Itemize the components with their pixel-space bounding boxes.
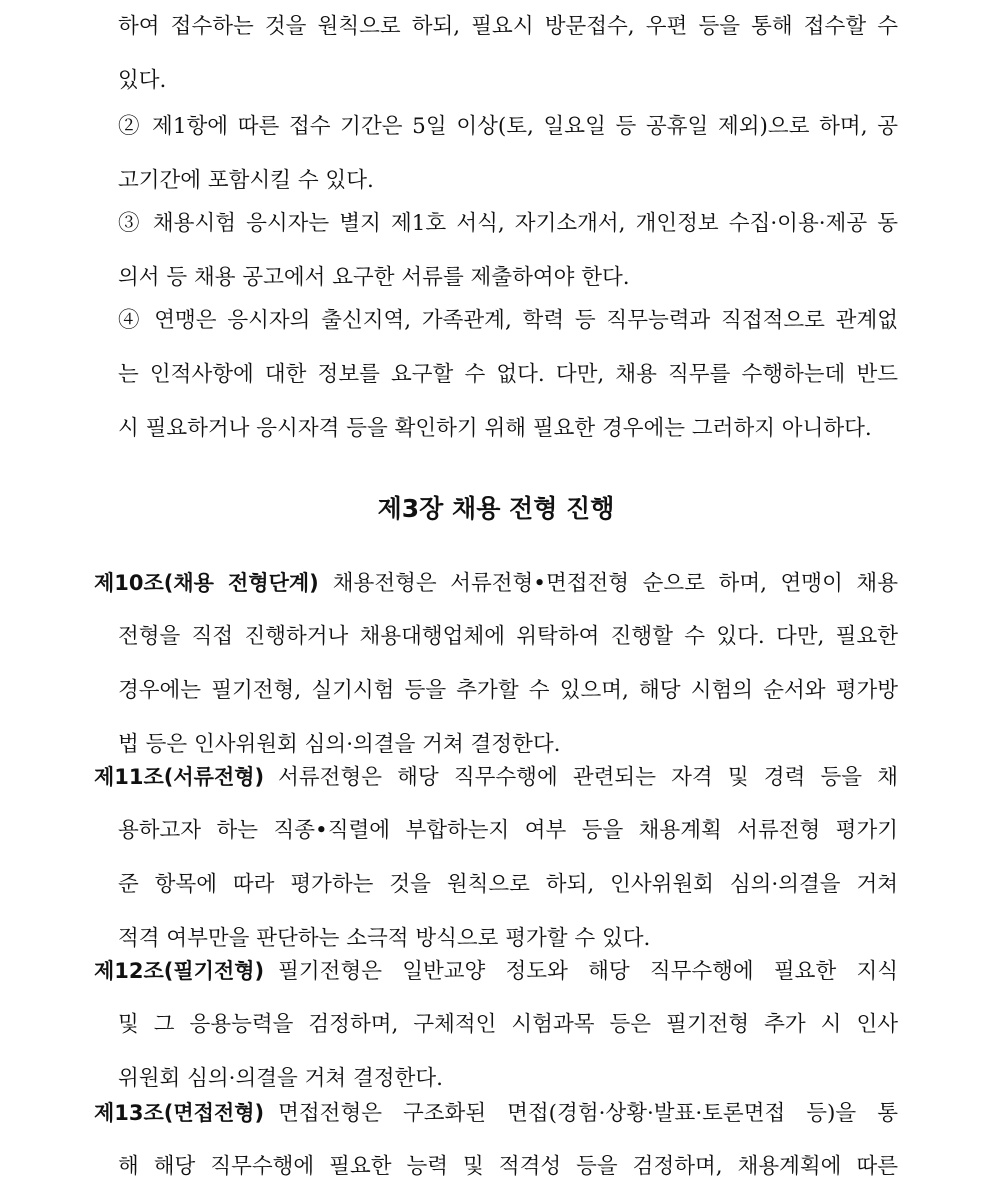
- text-line: 하여 접수하는 것을 원칙으로 하되, 필요시 방문접수, 우편 등을 통해 접수할 수: [118, 14, 898, 39]
- text-line: 의서 등 채용 공고에서 요구한 서류를 제출하여야 한다.: [118, 265, 630, 290]
- article-heading: 제13조(면접전형): [94, 1101, 265, 1125]
- article-10: [94, 556, 898, 772]
- text-line: 및 그 응용능력을 검정하며, 구체적인 시험과목 등은 필기전형 추가 시 인사: [118, 1012, 898, 1037]
- article-12: [94, 944, 898, 1106]
- article-first-line: [94, 1086, 898, 1140]
- article-first-line: [94, 556, 898, 610]
- article-text: 서류전형은 해당 직무수행에 관련되는 자격 및 경력 등을 채: [278, 765, 898, 790]
- paragraph-4: [94, 294, 898, 456]
- article-first-line: [94, 750, 898, 804]
- text-line: 있다.: [118, 68, 167, 93]
- text-line: 고기간에 포함시킬 수 있다.: [118, 168, 374, 193]
- article-heading: 제10조(채용 전형단계): [94, 571, 319, 595]
- text-line: 해 해당 직무수행에 필요한 능력 및 적격성 등을 검정하며, 채용계획에 따른: [118, 1154, 898, 1179]
- text-line: 전형을 직접 진행하거나 채용대행업체에 위탁하여 진행할 수 있다. 다만, 필요한: [118, 624, 898, 649]
- article-heading: 제12조(필기전형): [94, 959, 265, 983]
- article-text: 채용전형은 서류전형•면접전형 순으로 하며, 연맹이 채용: [332, 571, 898, 596]
- text-line: 위원회 심의·의결을 거쳐 결정한다.: [118, 1066, 443, 1091]
- article-first-line: [94, 944, 898, 998]
- chapter-title: 제3장 채용 전형 진행: [377, 494, 615, 523]
- article-text: 면접전형은 구조화된 면접(경험·상황·발표·토론면접 등)을 통: [278, 1101, 898, 1126]
- text-line: 적격 여부만을 판단하는 소극적 방식으로 평가할 수 있다.: [118, 926, 651, 951]
- paragraph-2: [94, 100, 898, 208]
- article-heading: 제11조(서류전형): [94, 765, 265, 789]
- text-line: 준 항목에 따라 평가하는 것을 원칙으로 하되, 인사위원회 심의·의결을 거쳐: [118, 872, 898, 897]
- article-13: [94, 1086, 898, 1194]
- text-line: ② 제1항에 따른 접수 기간은 5일 이상(토, 일요일 등 공휴일 제외)으로 하며, 공: [118, 114, 898, 139]
- text-line: ③ 채용시험 응시자는 별지 제1호 서식, 자기소개서, 개인정보 수집·이용·제공 동: [118, 211, 898, 236]
- text-line: 는 인적사항에 대한 정보를 요구할 수 없다. 다만, 채용 직무를 수행하는데 반드: [118, 362, 898, 387]
- text-line: 경우에는 필기전형, 실기시험 등을 추가할 수 있으며, 해당 시험의 순서와 평가방: [118, 678, 898, 703]
- text-line: 시 필요하거나 응시자격 등을 확인하기 위해 필요한 경우에는 그러하지 아니하다.: [118, 416, 872, 441]
- article-11: [94, 750, 898, 966]
- paragraph-3: [94, 197, 898, 305]
- text-line: 용하고자 하는 직종•직렬에 부합하는지 여부 등을 채용계획 서류전형 평가기: [118, 818, 898, 843]
- text-line: ④ 연맹은 응시자의 출신지역, 가족관계, 학력 등 직무능력과 직접적으로 관계없: [118, 308, 898, 333]
- article-text: 필기전형은 일반교양 정도와 해당 직무수행에 필요한 지식: [278, 959, 898, 984]
- text-line: 법 등은 인사위원회 심의·의결을 거쳐 결정한다.: [118, 732, 561, 757]
- paragraph-continuation: [94, 0, 898, 108]
